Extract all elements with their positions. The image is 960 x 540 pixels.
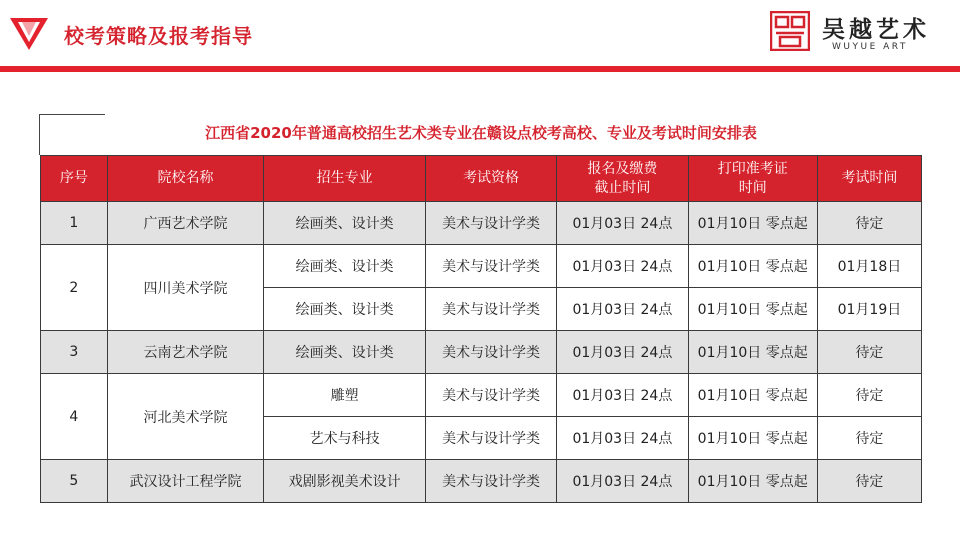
cell-print-time: 01月10日 零点起 <box>688 202 817 245</box>
table-title: 江西省2020年普通高校招生艺术类专业在赣设点校考高校、专业及考试时间安排表 <box>205 124 757 142</box>
cell-school: 云南艺术学院 <box>107 331 264 374</box>
cell-deadline: 01月03日 24点 <box>557 288 688 331</box>
cell-qualification: 美术与设计学类 <box>425 460 556 503</box>
cell-major: 戏剧影视美术设计 <box>264 460 426 503</box>
cell-print-time: 01月10日 零点起 <box>688 288 817 331</box>
cell-deadline: 01月03日 24点 <box>557 245 688 288</box>
cell-print-time: 01月10日 零点起 <box>688 245 817 288</box>
column-header-line: 报名及缴费 截止时间 <box>587 160 658 196</box>
column-header: 考试时间 <box>817 156 921 202</box>
cell-deadline: 01月03日 24点 <box>557 374 688 417</box>
brand-subtitle: WUYUE ART <box>832 42 908 52</box>
cell-no: 4 <box>41 374 108 460</box>
cell-print-time: 01月10日 零点起 <box>688 374 817 417</box>
cell-school: 武汉设计工程学院 <box>107 460 264 503</box>
column-header <box>688 156 817 202</box>
cell-major: 艺术与科技 <box>264 417 426 460</box>
cell-major: 绘画类、设计类 <box>264 288 426 331</box>
cell-school: 广西艺术学院 <box>107 202 264 245</box>
table-row <box>41 374 922 417</box>
cell-exam-time: 待定 <box>817 202 921 245</box>
cell-no: 5 <box>41 460 108 503</box>
frame-corner-line <box>39 114 105 115</box>
cell-qualification: 美术与设计学类 <box>425 331 556 374</box>
cell-qualification: 美术与设计学类 <box>425 202 556 245</box>
page-title: 校考策略及报考指导 <box>64 24 253 48</box>
cell-no: 3 <box>41 331 108 374</box>
cell-exam-time: 01月19日 <box>817 288 921 331</box>
cell-qualification: 美术与设计学类 <box>425 288 556 331</box>
cell-deadline: 01月03日 24点 <box>557 460 688 503</box>
cell-no: 2 <box>41 245 108 331</box>
cell-print-time: 01月10日 零点起 <box>688 417 817 460</box>
cell-major: 绘画类、设计类 <box>264 331 426 374</box>
cell-exam-time: 待定 <box>817 417 921 460</box>
cell-deadline: 01月03日 24点 <box>557 331 688 374</box>
brand-seal-logo <box>770 11 810 51</box>
cell-qualification: 美术与设计学类 <box>425 417 556 460</box>
table-row <box>41 331 922 374</box>
table-row <box>41 202 922 245</box>
cell-exam-time: 01月18日 <box>817 245 921 288</box>
brand-name: 吴越艺术 <box>822 17 930 43</box>
cell-print-time: 01月10日 零点起 <box>688 460 817 503</box>
triangle-logo-icon <box>10 12 48 52</box>
column-header <box>557 156 688 202</box>
cell-print-time: 01月10日 零点起 <box>688 331 817 374</box>
page-header <box>0 0 960 66</box>
exam-schedule-table <box>40 155 922 503</box>
table-row <box>41 245 922 288</box>
cell-school: 四川美术学院 <box>107 245 264 331</box>
column-header: 考试资格 <box>425 156 556 202</box>
cell-exam-time: 待定 <box>817 460 921 503</box>
cell-deadline: 01月03日 24点 <box>557 202 688 245</box>
cell-exam-time: 待定 <box>817 374 921 417</box>
cell-major: 绘画类、设计类 <box>264 245 426 288</box>
column-header: 招生专业 <box>264 156 426 202</box>
column-header: 序号 <box>41 156 108 202</box>
cell-qualification: 美术与设计学类 <box>425 374 556 417</box>
column-header: 院校名称 <box>107 156 264 202</box>
table-header-row <box>41 156 922 202</box>
cell-exam-time: 待定 <box>817 331 921 374</box>
header-accent-bar <box>0 66 960 72</box>
cell-no: 1 <box>41 202 108 245</box>
cell-major: 绘画类、设计类 <box>264 202 426 245</box>
cell-school: 河北美术学院 <box>107 374 264 460</box>
table-row <box>41 460 922 503</box>
column-header-line: 打印准考证 时间 <box>717 160 788 196</box>
cell-major: 雕塑 <box>264 374 426 417</box>
cell-deadline: 01月03日 24点 <box>557 417 688 460</box>
cell-qualification: 美术与设计学类 <box>425 245 556 288</box>
